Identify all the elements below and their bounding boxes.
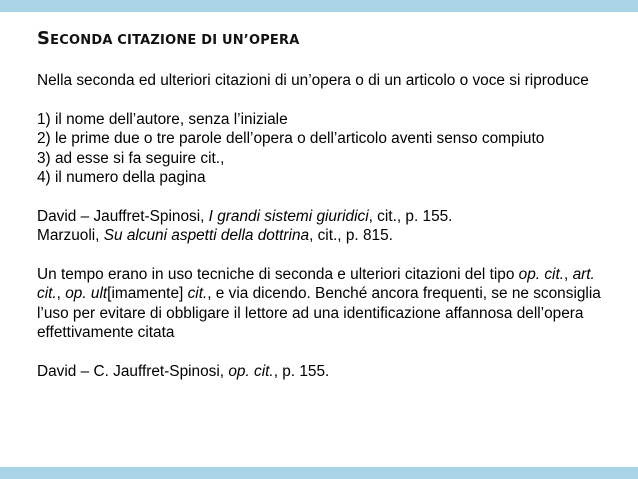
para-term-op-cit: op. cit. [518,266,565,284]
example-citation-3 [37,362,607,381]
title-word-4: UN’OPERA [217,33,300,48]
list-item-2: 2) le prime due o tre parole dell’opera o dell’articolo aventi senso compiuto [37,130,545,148]
spacer [37,187,607,206]
example-2-rest: , cit., p. 815. [309,227,393,245]
example-3-rest: , p. 155. [273,363,330,381]
slide-title [37,28,299,49]
para-term-op-ult: op. ult [65,285,108,303]
title-word-1: ECONDA [50,33,113,48]
bottom-decorative-strip [0,467,638,479]
title-cap: S [37,28,51,49]
title-word-3: DI [196,33,218,48]
para-term-cit: cit. [187,285,208,303]
para-lead: Un tempo erano in uso tecniche di seconda e ulteriori citazioni del tipo [37,266,519,284]
top-decorative-strip [0,0,638,12]
list-item-4: 4) il numero della pagina [37,169,206,187]
example-citation-1 [37,207,607,226]
list-item-1: 1) il nome dell’autore, senza l’iniziale [37,110,288,128]
example-citation-2 [37,226,607,245]
example-2-author: Marzuoli, [37,227,104,245]
spacer [37,90,607,109]
para-sep-1: , [564,266,573,284]
spacer [37,246,607,265]
example-1-rest: , cit., p. 155. [368,207,453,225]
example-3-work: op. cit. [228,363,274,381]
explanation-paragraph [37,265,607,343]
para-sep-2: , [56,285,66,303]
spacer [37,343,607,362]
example-1-work: I grandi sistemi giuridici [208,207,369,225]
example-1-author: David – Jauffret-Spinosi, [37,207,209,225]
title-word-2: CITAZIONE [112,33,197,48]
example-3-author: David – C. Jauffret-Spinosi, [37,363,229,381]
slide-body [37,71,607,381]
para-tail: , e via dicendo. Benché ancora frequenti, se ne sconsiglia l’uso per evitare di obbligare il lettore ad una identificazione affannosa dell’opera effettivamente citata [37,285,601,342]
intro-text: Nella seconda ed ulteriori citazioni di un’opera o di un articolo o voce si riproduce [37,72,589,89]
list-item-3: 3) ad esse si fa seguire cit., [37,149,225,167]
para-bracket: [imamente] [107,285,188,303]
example-2-work: Su alcuni aspetti della dottrina [103,227,310,245]
para-term-art-cit: art. cit. [37,266,595,303]
